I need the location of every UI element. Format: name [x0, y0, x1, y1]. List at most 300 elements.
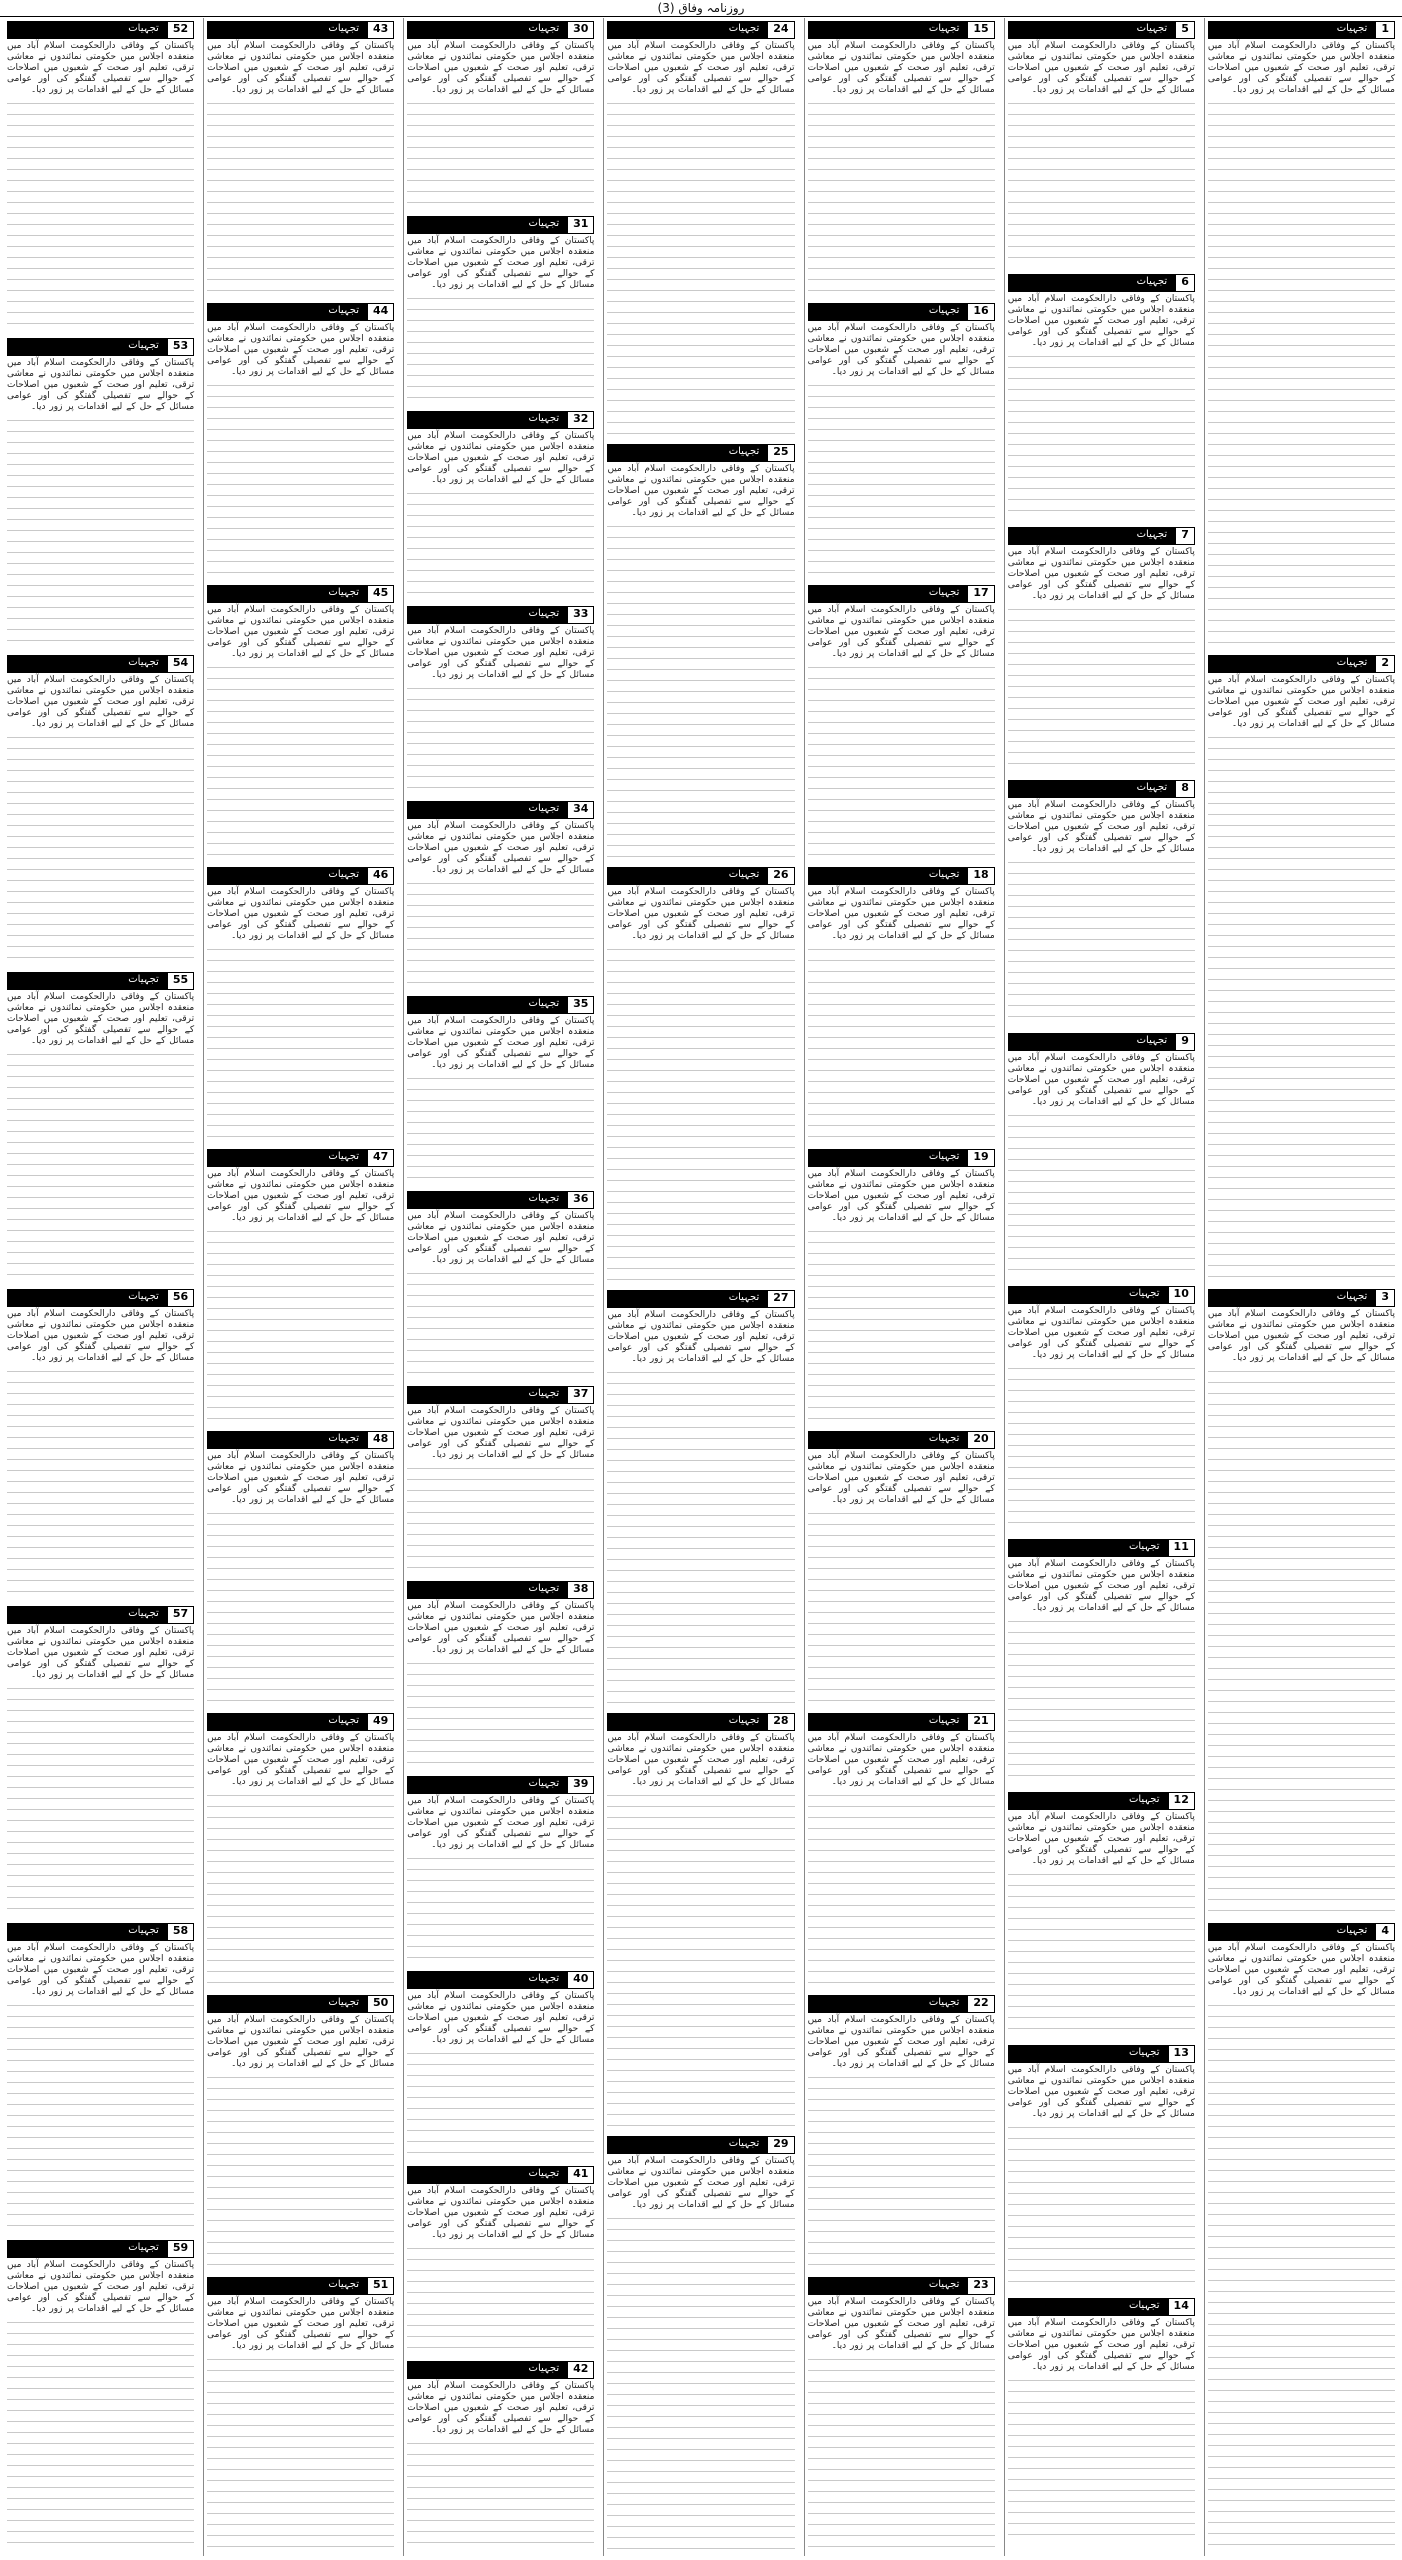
clipping-body: پاکستان کے وفاقی دارالحکومت اسلام آباد میں منعقدہ اجلاس میں حکومتی نمائندوں نے معاشی ترقی، تعلیم اور صحت کے شعبوں میں اصلاحات کے حوالے سے تفصیلی گفتگو کی اور عوامی مسائل کے حل کے لیے اقدامات پر زور دیا۔	[407, 1991, 595, 2045]
text-lines	[207, 96, 394, 294]
clipping-number: 29	[767, 2137, 793, 2153]
clipping-12	[1008, 1792, 1195, 2036]
text-lines	[1008, 602, 1195, 771]
text-lines	[407, 96, 594, 207]
clipping-tag: تجہیات	[1009, 2046, 1168, 2062]
text-lines	[808, 378, 995, 576]
clipping-body: پاکستان کے وفاقی دارالحکومت اسلام آباد میں منعقدہ اجلاس میں حکومتی نمائندوں نے معاشی ترقی، تعلیم اور صحت کے شعبوں میں اصلاحات کے حوالے سے تفصیلی گفتگو کی اور عوامی مسائل کے حل کے لیے اقدامات پر زور دیا۔	[1207, 675, 1395, 729]
clipping-14	[1008, 2298, 1195, 2542]
clipping-header	[1008, 1286, 1195, 1304]
clipping-tag: تجہیات	[1009, 2299, 1168, 2315]
clipping-34	[407, 801, 594, 987]
clipping-1	[1208, 21, 1395, 646]
clipping-3	[1208, 1289, 1395, 1914]
clipping-number: 6	[1175, 275, 1194, 291]
clipping-body: پاکستان کے وفاقی دارالحکومت اسلام آباد میں منعقدہ اجلاس میں حکومتی نمائندوں نے معاشی ترقی، تعلیم اور صحت کے شعبوں میں اصلاحات کے حوالے سے تفصیلی گفتگو کی اور عوامی مسائل کے حل کے لیے اقدامات پر زور دیا۔	[1207, 1309, 1395, 1363]
clipping-36	[407, 1191, 594, 1377]
clipping-header	[407, 21, 594, 39]
text-lines	[607, 96, 794, 435]
clipping-number: 5	[1175, 22, 1194, 38]
clipping-header	[808, 21, 995, 39]
clipping-body: پاکستان کے وفاقی دارالحکومت اسلام آباد میں منعقدہ اجلاس میں حکومتی نمائندوں نے معاشی ترقی، تعلیم اور صحت کے شعبوں میں اصلاحات کے حوالے سے تفصیلی گفتگو کی اور عوامی مسائل کے حل کے لیے اقدامات پر زور دیا۔	[807, 887, 995, 941]
clipping-tag: تجہیات	[8, 2241, 167, 2257]
text-lines	[1008, 96, 1195, 265]
clipping-header	[7, 338, 194, 356]
text-lines	[407, 1071, 594, 1182]
clipping-number: 8	[1175, 781, 1194, 797]
clipping-tag: تجہیات	[408, 217, 567, 233]
clipping-number: 19	[967, 1150, 993, 1166]
text-lines	[407, 486, 594, 597]
clipping-body: پاکستان کے وفاقی دارالحکومت اسلام آباد میں منعقدہ اجلاس میں حکومتی نمائندوں نے معاشی ترقی، تعلیم اور صحت کے شعبوں میں اصلاحات کے حوالے سے تفصیلی گفتگو کی اور عوامی مسائل کے حل کے لیے اقدامات پر زور دیا۔	[1007, 2318, 1195, 2372]
clipping-37	[407, 1386, 594, 1572]
clipping-header	[808, 585, 995, 603]
text-lines	[207, 1788, 394, 1986]
clipping-number: 23	[967, 2278, 993, 2294]
clipping-46	[207, 867, 394, 1140]
clipping-body: پاکستان کے وفاقی دارالحکومت اسلام آباد میں منعقدہ اجلاس میں حکومتی نمائندوں نے معاشی ترقی، تعلیم اور صحت کے شعبوں میں اصلاحات کے حوالے سے تفصیلی گفتگو کی اور عوامی مسائل کے حل کے لیے اقدامات پر زور دیا۔	[807, 2297, 995, 2351]
clipping-tag: تجہیات	[408, 802, 567, 818]
clipping-number: 27	[767, 1291, 793, 1307]
text-lines	[607, 1365, 794, 1704]
clipping-body: پاکستان کے وفاقی دارالحکومت اسلام آباد میں منعقدہ اجلاس میں حکومتی نمائندوں نے معاشی ترقی، تعلیم اور صحت کے شعبوں میں اصلاحات کے حوالے سے تفصیلی گفتگو کی اور عوامی مسائل کے حل کے لیے اقدامات پر زور دیا۔	[407, 1601, 595, 1655]
clipping-number: 12	[1168, 1793, 1194, 1809]
clipping-body: پاکستان کے وفاقی دارالحکومت اسلام آباد میں منعقدہ اجلاس میں حکومتی نمائندوں نے معاشی ترقی، تعلیم اور صحت کے شعبوں میں اصلاحات کے حوالے سے تفصیلی گفتگو کی اور عوامی مسائل کے حل کے لیے اقدامات پر زور دیا۔	[607, 1733, 795, 1787]
column-2	[1004, 18, 1198, 2556]
clipping-4	[1208, 1923, 1395, 2548]
clipping-30	[407, 21, 594, 207]
text-lines	[207, 660, 394, 858]
clipping-tag: تجہیات	[809, 1432, 968, 1448]
clipping-6	[1008, 274, 1195, 518]
clipping-56	[7, 1289, 194, 1597]
clipping-body: پاکستان کے وفاقی دارالحکومت اسلام آباد میں منعقدہ اجلاس میں حکومتی نمائندوں نے معاشی ترقی، تعلیم اور صحت کے شعبوں میں اصلاحات کے حوالے سے تفصیلی گفتگو کی اور عوامی مسائل کے حل کے لیے اقدامات پر زور دیا۔	[207, 1733, 395, 1787]
clipping-tag: تجہیات	[208, 1714, 367, 1730]
clipping-23	[808, 2277, 995, 2550]
clipping-body: پاکستان کے وفاقی دارالحکومت اسلام آباد میں منعقدہ اجلاس میں حکومتی نمائندوں نے معاشی ترقی، تعلیم اور صحت کے شعبوں میں اصلاحات کے حوالے سے تفصیلی گفتگو کی اور عوامی مسائل کے حل کے لیے اقدامات پر زور دیا۔	[1007, 547, 1195, 601]
clipping-57	[7, 1606, 194, 1914]
text-lines	[808, 1224, 995, 1422]
text-lines	[808, 96, 995, 294]
clipping-body: پاکستان کے وفاقی دارالحکومت اسلام آباد میں منعقدہ اجلاس میں حکومتی نمائندوں نے معاشی ترقی، تعلیم اور صحت کے شعبوں میں اصلاحات کے حوالے سے تفصیلی گفتگو کی اور عوامی مسائل کے حل کے لیے اقدامات پر زور دیا۔	[607, 464, 795, 518]
clipping-number: 34	[567, 802, 593, 818]
text-lines	[207, 2070, 394, 2268]
clipping-header	[1208, 655, 1395, 673]
clipping-tag: تجہیات	[1009, 22, 1175, 38]
clipping-55	[7, 972, 194, 1280]
clipping-41	[407, 2166, 594, 2352]
clipping-header	[207, 585, 394, 603]
clipping-body: پاکستان کے وفاقی دارالحکومت اسلام آباد میں منعقدہ اجلاس میں حکومتی نمائندوں نے معاشی ترقی، تعلیم اور صحت کے شعبوں میں اصلاحات کے حوالے سے تفصیلی گفتگو کی اور عوامی مسائل کے حل کے لیے اقدامات پر زور دیا۔	[207, 887, 395, 941]
clipping-tag: تجہیات	[809, 1150, 968, 1166]
clipping-number: 40	[567, 1972, 593, 1988]
clipping-9	[1008, 1033, 1195, 1277]
text-lines	[1208, 730, 1395, 1280]
clipping-header	[207, 867, 394, 885]
clipping-tag: تجہیات	[208, 586, 367, 602]
clipping-header	[7, 655, 194, 673]
text-lines	[808, 1506, 995, 1704]
clipping-header	[7, 1289, 194, 1307]
clipping-42	[407, 2361, 594, 2547]
clipping-body: پاکستان کے وفاقی دارالحکومت اسلام آباد میں منعقدہ اجلاس میں حکومتی نمائندوں نے معاشی ترقی، تعلیم اور صحت کے شعبوں میں اصلاحات کے حوالے سے تفصیلی گفتگو کی اور عوامی مسائل کے حل کے لیے اقدامات پر زور دیا۔	[7, 358, 195, 412]
text-lines	[407, 2436, 594, 2547]
clipping-header	[407, 996, 594, 1014]
clipping-tag: تجہیات	[408, 607, 567, 623]
clipping-header	[607, 21, 794, 39]
clipping-tag: تجہیات	[608, 2137, 767, 2153]
clipping-44	[207, 303, 394, 576]
text-lines	[7, 96, 194, 329]
clipping-body: پاکستان کے وفاقی دارالحکومت اسلام آباد میں منعقدہ اجلاس میں حکومتی نمائندوں نے معاشی ترقی، تعلیم اور صحت کے شعبوں میں اصلاحات کے حوالے سے تفصیلی گفتگو کی اور عوامی مسائل کے حل کے لیے اقدامات پر زور دیا۔	[207, 323, 395, 377]
clipping-49	[207, 1713, 394, 1986]
clipping-tag: تجہیات	[1209, 1924, 1375, 1940]
text-lines	[1008, 855, 1195, 1024]
clipping-header	[207, 21, 394, 39]
text-lines	[1208, 1364, 1395, 1914]
column-1	[1204, 18, 1398, 2556]
clipping-header	[7, 21, 194, 39]
clipping-body: پاکستان کے وفاقی دارالحکومت اسلام آباد میں منعقدہ اجلاس میں حکومتی نمائندوں نے معاشی ترقی، تعلیم اور صحت کے شعبوں میں اصلاحات کے حوالے سے تفصیلی گفتگو کی اور عوامی مسائل کے حل کے لیے اقدامات پر زور دیا۔	[407, 41, 595, 95]
clipping-tag: تجہیات	[408, 22, 567, 38]
clipping-29	[607, 2136, 794, 2550]
text-lines	[207, 1224, 394, 1422]
clipping-body: پاکستان کے وفاقی دارالحکومت اسلام آباد میں منعقدہ اجلاس میں حکومتی نمائندوں نے معاشی ترقی، تعلیم اور صحت کے شعبوں میں اصلاحات کے حوالے سے تفصیلی گفتگو کی اور عوامی مسائل کے حل کے لیے اقدامات پر زور دیا۔	[1007, 1812, 1195, 1866]
clipping-body: پاکستان کے وفاقی دارالحکومت اسلام آباد میں منعقدہ اجلاس میں حکومتی نمائندوں نے معاشی ترقی، تعلیم اور صحت کے شعبوں میں اصلاحات کے حوالے سے تفصیلی گفتگو کی اور عوامی مسائل کے حل کے لیے اقدامات پر زور دیا۔	[1007, 1053, 1195, 1107]
text-lines	[7, 1998, 194, 2231]
clipping-tag: تجہیات	[208, 1432, 367, 1448]
clipping-18	[808, 867, 995, 1140]
clipping-header	[407, 2361, 594, 2379]
clipping-tag: تجہیات	[1009, 1287, 1168, 1303]
clipping-7	[1008, 527, 1195, 771]
clipping-tag: تجہیات	[809, 304, 968, 320]
clipping-body: پاکستان کے وفاقی دارالحکومت اسلام آباد میں منعقدہ اجلاس میں حکومتی نمائندوں نے معاشی ترقی، تعلیم اور صحت کے شعبوں میں اصلاحات کے حوالے سے تفصیلی گفتگو کی اور عوامی مسائل کے حل کے لیے اقدامات پر زور دیا۔	[807, 41, 995, 95]
clipping-body: پاکستان کے وفاقی دارالحکومت اسلام آباد میں منعقدہ اجلاس میں حکومتی نمائندوں نے معاشی ترقی، تعلیم اور صحت کے شعبوں میں اصلاحات کے حوالے سے تفصیلی گفتگو کی اور عوامی مسائل کے حل کے لیے اقدامات پر زور دیا۔	[7, 1626, 195, 1680]
text-lines	[1008, 2120, 1195, 2289]
clipping-number: 49	[367, 1714, 393, 1730]
clipping-body: پاکستان کے وفاقی دارالحکومت اسلام آباد میں منعقدہ اجلاس میں حکومتی نمائندوں نے معاشی ترقی، تعلیم اور صحت کے شعبوں میں اصلاحات کے حوالے سے تفصیلی گفتگو کی اور عوامی مسائل کے حل کے لیے اقدامات پر زور دیا۔	[207, 2015, 395, 2069]
clipping-tag: تجہیات	[608, 22, 767, 38]
clipping-11	[1008, 1539, 1195, 1783]
clipping-number: 53	[167, 339, 193, 355]
clipping-number: 44	[367, 304, 393, 320]
clipping-header	[808, 1995, 995, 2013]
clipping-24	[607, 21, 794, 435]
clipping-header	[607, 867, 794, 885]
clipping-number: 48	[367, 1432, 393, 1448]
clipping-number: 1	[1375, 22, 1394, 38]
clipping-number: 22	[967, 1996, 993, 2012]
clipping-tag: تجہیات	[809, 586, 968, 602]
clipping-number: 13	[1168, 2046, 1194, 2062]
clipping-22	[808, 1995, 995, 2268]
clipping-header	[7, 1923, 194, 1941]
clipping-35	[407, 996, 594, 1182]
clipping-body: پاکستان کے وفاقی دارالحکومت اسلام آباد میں منعقدہ اجلاس میں حکومتی نمائندوں نے معاشی ترقی، تعلیم اور صحت کے شعبوں میں اصلاحات کے حوالے سے تفصیلی گفتگو کی اور عوامی مسائل کے حل کے لیے اقدامات پر زور دیا۔	[1207, 1943, 1395, 1997]
text-lines	[607, 2211, 794, 2550]
clipping-number: 24	[767, 22, 793, 38]
clipping-5	[1008, 21, 1195, 265]
clipping-body: پاکستان کے وفاقی دارالحکومت اسلام آباد میں منعقدہ اجلاس میں حکومتی نمائندوں نے معاشی ترقی، تعلیم اور صحت کے شعبوں میں اصلاحات کے حوالے سے تفصیلی گفتگو کی اور عوامی مسائل کے حل کے لیے اقدامات پر زور دیا۔	[7, 1943, 195, 1997]
clipping-body: پاکستان کے وفاقی دارالحکومت اسلام آباد میں منعقدہ اجلاس میں حکومتی نمائندوں نے معاشی ترقی، تعلیم اور صحت کے شعبوں میں اصلاحات کے حوالے سے تفصیلی گفتگو کی اور عوامی مسائل کے حل کے لیے اقدامات پر زور دیا۔	[807, 605, 995, 659]
clipping-number: 14	[1168, 2299, 1194, 2315]
clipping-tag: تجہیات	[1009, 1540, 1168, 1556]
clipping-header	[607, 2136, 794, 2154]
text-lines	[7, 730, 194, 963]
clipping-header	[407, 216, 594, 234]
clipping-tag: تجہیات	[408, 1777, 567, 1793]
clipping-body: پاکستان کے وفاقی دارالحکومت اسلام آباد میں منعقدہ اجلاس میں حکومتی نمائندوں نے معاشی ترقی، تعلیم اور صحت کے شعبوں میں اصلاحات کے حوالے سے تفصیلی گفتگو کی اور عوامی مسائل کے حل کے لیے اقدامات پر زور دیا۔	[807, 1733, 995, 1787]
clipping-body: پاکستان کے وفاقی دارالحکومت اسلام آباد میں منعقدہ اجلاس میں حکومتی نمائندوں نے معاشی ترقی، تعلیم اور صحت کے شعبوں میں اصلاحات کے حوالے سے تفصیلی گفتگو کی اور عوامی مسائل کے حل کے لیے اقدامات پر زور دیا۔	[607, 41, 795, 95]
clipping-body: پاکستان کے وفاقی دارالحکومت اسلام آباد میں منعقدہ اجلاس میں حکومتی نمائندوں نے معاشی ترقی، تعلیم اور صحت کے شعبوں میں اصلاحات کے حوالے سے تفصیلی گفتگو کی اور عوامی مسائل کے حل کے لیے اقدامات پر زور دیا۔	[207, 2297, 395, 2351]
clipping-58	[7, 1923, 194, 2231]
clipping-body: پاکستان کے وفاقی دارالحکومت اسلام آباد میں منعقدہ اجلاس میں حکومتی نمائندوں نے معاشی ترقی، تعلیم اور صحت کے شعبوں میں اصلاحات کے حوالے سے تفصیلی گفتگو کی اور عوامی مسائل کے حل کے لیے اقدامات پر زور دیا۔	[207, 41, 395, 95]
clipping-body: پاکستان کے وفاقی دارالحکومت اسلام آباد میں منعقدہ اجلاس میں حکومتی نمائندوں نے معاشی ترقی، تعلیم اور صحت کے شعبوں میں اصلاحات کے حوالے سے تفصیلی گفتگو کی اور عوامی مسائل کے حل کے لیے اقدامات پر زور دیا۔	[207, 605, 395, 659]
text-lines	[808, 2352, 995, 2550]
clipping-header	[207, 2277, 394, 2295]
clipping-tag: تجہیات	[1209, 1290, 1375, 1306]
text-lines	[1008, 1108, 1195, 1277]
clipping-header	[407, 1776, 594, 1794]
clipping-body: پاکستان کے وفاقی دارالحکومت اسلام آباد میں منعقدہ اجلاس میں حکومتی نمائندوں نے معاشی ترقی، تعلیم اور صحت کے شعبوں میں اصلاحات کے حوالے سے تفصیلی گفتگو کی اور عوامی مسائل کے حل کے لیے اقدامات پر زور دیا۔	[607, 2156, 795, 2210]
clipping-number: 16	[967, 304, 993, 320]
clipping-13	[1008, 2045, 1195, 2289]
text-lines	[1008, 1867, 1195, 2036]
clipping-body: پاکستان کے وفاقی دارالحکومت اسلام آباد میں منعقدہ اجلاس میں حکومتی نمائندوں نے معاشی ترقی، تعلیم اور صحت کے شعبوں میں اصلاحات کے حوالے سے تفصیلی گفتگو کی اور عوامی مسائل کے حل کے لیے اقدامات پر زور دیا۔	[407, 236, 595, 290]
clipping-header	[407, 801, 594, 819]
text-lines	[407, 2241, 594, 2352]
clipping-body: پاکستان کے وفاقی دارالحکومت اسلام آباد میں منعقدہ اجلاس میں حکومتی نمائندوں نے معاشی ترقی، تعلیم اور صحت کے شعبوں میں اصلاحات کے حوالے سے تفصیلی گفتگو کی اور عوامی مسائل کے حل کے لیے اقدامات پر زور دیا۔	[1007, 41, 1195, 95]
text-lines	[1008, 1361, 1195, 1530]
clipping-body: پاکستان کے وفاقی دارالحکومت اسلام آباد میں منعقدہ اجلاس میں حکومتی نمائندوں نے معاشی ترقی، تعلیم اور صحت کے شعبوں میں اصلاحات کے حوالے سے تفصیلی گفتگو کی اور عوامی مسائل کے حل کے لیے اقدامات پر زور دیا۔	[1207, 41, 1395, 95]
text-lines	[407, 681, 594, 792]
clipping-tag: تجہیات	[608, 1291, 767, 1307]
clipping-header	[1008, 2045, 1195, 2063]
clipping-body: پاکستان کے وفاقی دارالحکومت اسلام آباد میں منعقدہ اجلاس میں حکومتی نمائندوں نے معاشی ترقی، تعلیم اور صحت کے شعبوں میں اصلاحات کے حوالے سے تفصیلی گفتگو کی اور عوامی مسائل کے حل کے لیے اقدامات پر زور دیا۔	[1007, 294, 1195, 348]
clipping-27	[607, 1290, 794, 1704]
clipping-number: 39	[567, 1777, 593, 1793]
clipping-number: 33	[567, 607, 593, 623]
clipping-body: پاکستان کے وفاقی دارالحکومت اسلام آباد میں منعقدہ اجلاس میں حکومتی نمائندوں نے معاشی ترقی، تعلیم اور صحت کے شعبوں میں اصلاحات کے حوالے سے تفصیلی گفتگو کی اور عوامی مسائل کے حل کے لیے اقدامات پر زور دیا۔	[807, 323, 995, 377]
clipping-number: 38	[567, 1582, 593, 1598]
clipping-header	[808, 1431, 995, 1449]
clipping-tag: تجہیات	[408, 997, 567, 1013]
clipping-number: 46	[367, 868, 393, 884]
clipping-header	[1208, 1289, 1395, 1307]
text-lines	[207, 2352, 394, 2550]
clipping-body: پاکستان کے وفاقی دارالحکومت اسلام آباد میں منعقدہ اجلاس میں حکومتی نمائندوں نے معاشی ترقی، تعلیم اور صحت کے شعبوں میں اصلاحات کے حوالے سے تفصیلی گفتگو کی اور عوامی مسائل کے حل کے لیے اقدامات پر زور دیا۔	[407, 626, 595, 680]
clipping-number: 9	[1175, 1034, 1194, 1050]
text-lines	[808, 2070, 995, 2268]
masthead: روزنامہ وفاق (3)	[0, 0, 1402, 17]
newspaper-page	[4, 18, 1398, 2556]
clipping-number: 43	[367, 22, 393, 38]
clipping-header	[207, 303, 394, 321]
clipping-header	[1008, 780, 1195, 798]
clipping-body: پاکستان کے وفاقی دارالحکومت اسلام آباد میں منعقدہ اجلاس میں حکومتی نمائندوں نے معاشی ترقی، تعلیم اور صحت کے شعبوں میں اصلاحات کے حوالے سے تفصیلی گفتگو کی اور عوامی مسائل کے حل کے لیے اقدامات پر زور دیا۔	[1007, 800, 1195, 854]
text-lines	[7, 1047, 194, 1280]
clipping-number: 47	[367, 1150, 393, 1166]
clipping-number: 58	[167, 1924, 193, 1940]
clipping-body: پاکستان کے وفاقی دارالحکومت اسلام آباد میں منعقدہ اجلاس میں حکومتی نمائندوں نے معاشی ترقی، تعلیم اور صحت کے شعبوں میں اصلاحات کے حوالے سے تفصیلی گفتگو کی اور عوامی مسائل کے حل کے لیے اقدامات پر زور دیا۔	[1007, 2065, 1195, 2119]
text-lines	[808, 942, 995, 1140]
clipping-number: 21	[967, 1714, 993, 1730]
clipping-body: پاکستان کے وفاقی دارالحکومت اسلام آباد میں منعقدہ اجلاس میں حکومتی نمائندوں نے معاشی ترقی، تعلیم اور صحت کے شعبوں میں اصلاحات کے حوالے سے تفصیلی گفتگو کی اور عوامی مسائل کے حل کے لیے اقدامات پر زور دیا۔	[7, 1309, 195, 1363]
clipping-tag: تجہیات	[208, 1996, 367, 2012]
clipping-tag: تجہیات	[408, 1582, 567, 1598]
text-lines	[607, 1788, 794, 2127]
clipping-header	[207, 1431, 394, 1449]
clipping-39	[407, 1776, 594, 1962]
clipping-number: 7	[1175, 528, 1194, 544]
text-lines	[7, 413, 194, 646]
clipping-header	[207, 1995, 394, 2013]
clipping-26	[607, 867, 794, 1281]
clipping-tag: تجہیات	[8, 1290, 167, 1306]
clipping-number: 30	[567, 22, 593, 38]
column-5	[403, 18, 597, 2556]
clipping-header	[808, 1149, 995, 1167]
clipping-17	[808, 585, 995, 858]
text-lines	[7, 2315, 194, 2548]
clipping-tag: تجہیات	[809, 1996, 968, 2012]
clipping-tag: تجہیات	[8, 1607, 167, 1623]
clipping-header	[207, 1149, 394, 1167]
clipping-tag: تجہیات	[208, 22, 367, 38]
column-7	[4, 18, 197, 2556]
clipping-tag: تجہیات	[1009, 781, 1175, 797]
clipping-tag: تجہیات	[1009, 1793, 1168, 1809]
clipping-header	[607, 1713, 794, 1731]
clipping-number: 32	[567, 412, 593, 428]
clipping-header	[407, 1191, 594, 1209]
clipping-body: پاکستان کے وفاقی دارالحکومت اسلام آباد میں منعقدہ اجلاس میں حکومتی نمائندوں نے معاشی ترقی، تعلیم اور صحت کے شعبوں میں اصلاحات کے حوالے سے تفصیلی گفتگو کی اور عوامی مسائل کے حل کے لیے اقدامات پر زور دیا۔	[7, 675, 195, 729]
clipping-number: 18	[967, 868, 993, 884]
clipping-header	[407, 606, 594, 624]
clipping-header	[407, 1971, 594, 1989]
clipping-43	[207, 21, 394, 294]
text-lines	[407, 2046, 594, 2157]
clipping-header	[7, 1606, 194, 1624]
text-lines	[407, 1656, 594, 1767]
clipping-header	[808, 2277, 995, 2295]
text-lines	[607, 942, 794, 1281]
clipping-body: پاکستان کے وفاقی دارالحکومت اسلام آباد میں منعقدہ اجلاس میں حکومتی نمائندوں نے معاشی ترقی، تعلیم اور صحت کے شعبوں میں اصلاحات کے حوالے سے تفصیلی گفتگو کی اور عوامی مسائل کے حل کے لیے اقدامات پر زور دیا۔	[607, 1310, 795, 1364]
text-lines	[407, 291, 594, 402]
clipping-45	[207, 585, 394, 858]
clipping-header	[808, 303, 995, 321]
clipping-number: 55	[167, 973, 193, 989]
text-lines	[207, 378, 394, 576]
clipping-32	[407, 411, 594, 597]
clipping-number: 25	[767, 445, 793, 461]
clipping-number: 35	[567, 997, 593, 1013]
clipping-number: 11	[1168, 1540, 1194, 1556]
clipping-tag: تجہیات	[1209, 22, 1375, 38]
clipping-19	[808, 1149, 995, 1422]
clipping-number: 54	[167, 656, 193, 672]
text-lines	[808, 1788, 995, 1986]
clipping-53	[7, 338, 194, 646]
clipping-header	[808, 1713, 995, 1731]
clipping-tag: تجہیات	[208, 2278, 367, 2294]
clipping-body: پاکستان کے وفاقی دارالحکومت اسلام آباد میں منعقدہ اجلاس میں حکومتی نمائندوں نے معاشی ترقی، تعلیم اور صحت کے شعبوں میں اصلاحات کے حوالے سے تفصیلی گفتگو کی اور عوامی مسائل کے حل کے لیے اقدامات پر زور دیا۔	[207, 1451, 395, 1505]
clipping-body: پاکستان کے وفاقی دارالحکومت اسلام آباد میں منعقدہ اجلاس میں حکومتی نمائندوں نے معاشی ترقی، تعلیم اور صحت کے شعبوں میں اصلاحات کے حوالے سے تفصیلی گفتگو کی اور عوامی مسائل کے حل کے لیے اقدامات پر زور دیا۔	[407, 2186, 595, 2240]
clipping-tag: تجہیات	[8, 656, 167, 672]
clipping-tag: تجہیات	[8, 973, 167, 989]
clipping-tag: تجہیات	[608, 868, 767, 884]
column-6	[203, 18, 397, 2556]
text-lines	[407, 876, 594, 987]
clipping-tag: تجہیات	[208, 1150, 367, 1166]
clipping-number: 51	[367, 2278, 393, 2294]
text-lines	[407, 1851, 594, 1962]
clipping-tag: تجہیات	[1209, 656, 1375, 672]
clipping-header	[1008, 274, 1195, 292]
clipping-body: پاکستان کے وفاقی دارالحکومت اسلام آباد میں منعقدہ اجلاس میں حکومتی نمائندوں نے معاشی ترقی، تعلیم اور صحت کے شعبوں میں اصلاحات کے حوالے سے تفصیلی گفتگو کی اور عوامی مسائل کے حل کے لیے اقدامات پر زور دیا۔	[407, 1406, 595, 1460]
text-lines	[7, 1364, 194, 1597]
clipping-tag: تجہیات	[408, 1387, 567, 1403]
text-lines	[1208, 96, 1395, 646]
clipping-header	[407, 2166, 594, 2184]
clipping-47	[207, 1149, 394, 1422]
clipping-tag: تجہیات	[809, 868, 968, 884]
clipping-body: پاکستان کے وفاقی دارالحکومت اسلام آباد میں منعقدہ اجلاس میں حکومتی نمائندوں نے معاشی ترقی، تعلیم اور صحت کے شعبوں میں اصلاحات کے حوالے سے تفصیلی گفتگو کی اور عوامی مسائل کے حل کے لیے اقدامات پر زور دیا۔	[7, 41, 195, 95]
text-lines	[7, 1681, 194, 1914]
clipping-body: پاکستان کے وفاقی دارالحکومت اسلام آباد میں منعقدہ اجلاس میں حکومتی نمائندوں نے معاشی ترقی، تعلیم اور صحت کے شعبوں میں اصلاحات کے حوالے سے تفصیلی گفتگو کی اور عوامی مسائل کے حل کے لیے اقدامات پر زور دیا۔	[207, 1169, 395, 1223]
clipping-body: پاکستان کے وفاقی دارالحکومت اسلام آباد میں منعقدہ اجلاس میں حکومتی نمائندوں نے معاشی ترقی، تعلیم اور صحت کے شعبوں میں اصلاحات کے حوالے سے تفصیلی گفتگو کی اور عوامی مسائل کے حل کے لیے اقدامات پر زور دیا۔	[1007, 1559, 1195, 1613]
clipping-number: 31	[567, 217, 593, 233]
clipping-8	[1008, 780, 1195, 1024]
clipping-number: 26	[767, 868, 793, 884]
text-lines	[808, 660, 995, 858]
text-lines	[1008, 2373, 1195, 2542]
clipping-tag: تجہیات	[809, 22, 968, 38]
clipping-body: پاکستان کے وفاقی دارالحکومت اسلام آباد میں منعقدہ اجلاس میں حکومتی نمائندوں نے معاشی ترقی، تعلیم اور صحت کے شعبوں میں اصلاحات کے حوالے سے تفصیلی گفتگو کی اور عوامی مسائل کے حل کے لیے اقدامات پر زور دیا۔	[607, 887, 795, 941]
clipping-59	[7, 2240, 194, 2548]
clipping-tag: تجہیات	[1009, 528, 1175, 544]
clipping-tag: تجہیات	[8, 22, 167, 38]
clipping-number: 10	[1168, 1287, 1194, 1303]
clipping-number: 42	[567, 2362, 593, 2378]
clipping-body: پاکستان کے وفاقی دارالحکومت اسلام آباد میں منعقدہ اجلاس میں حکومتی نمائندوں نے معاشی ترقی، تعلیم اور صحت کے شعبوں میں اصلاحات کے حوالے سے تفصیلی گفتگو کی اور عوامی مسائل کے حل کے لیے اقدامات پر زور دیا۔	[807, 2015, 995, 2069]
clipping-2	[1208, 655, 1395, 1280]
clipping-header	[1208, 21, 1395, 39]
clipping-header	[407, 1581, 594, 1599]
text-lines	[1008, 1614, 1195, 1783]
clipping-54	[7, 655, 194, 963]
clipping-body: پاکستان کے وفاقی دارالحکومت اسلام آباد میں منعقدہ اجلاس میں حکومتی نمائندوں نے معاشی ترقی، تعلیم اور صحت کے شعبوں میں اصلاحات کے حوالے سے تفصیلی گفتگو کی اور عوامی مسائل کے حل کے لیے اقدامات پر زور دیا۔	[807, 1169, 995, 1223]
clipping-body: پاکستان کے وفاقی دارالحکومت اسلام آباد میں منعقدہ اجلاس میں حکومتی نمائندوں نے معاشی ترقی، تعلیم اور صحت کے شعبوں میں اصلاحات کے حوالے سے تفصیلی گفتگو کی اور عوامی مسائل کے حل کے لیے اقدامات پر زور دیا۔	[807, 1451, 995, 1505]
clipping-number: 17	[967, 586, 993, 602]
clipping-header	[1008, 2298, 1195, 2316]
clipping-number: 36	[567, 1192, 593, 1208]
clipping-number: 15	[967, 22, 993, 38]
clipping-header	[607, 1290, 794, 1308]
clipping-number: 2	[1375, 656, 1394, 672]
clipping-50	[207, 1995, 394, 2268]
clipping-body: پاکستان کے وفاقی دارالحکومت اسلام آباد میں منعقدہ اجلاس میں حکومتی نمائندوں نے معاشی ترقی، تعلیم اور صحت کے شعبوں میں اصلاحات کے حوالے سے تفصیلی گفتگو کی اور عوامی مسائل کے حل کے لیے اقدامات پر زور دیا۔	[407, 821, 595, 875]
clipping-body: پاکستان کے وفاقی دارالحکومت اسلام آباد میں منعقدہ اجلاس میں حکومتی نمائندوں نے معاشی ترقی، تعلیم اور صحت کے شعبوں میں اصلاحات کے حوالے سے تفصیلی گفتگو کی اور عوامی مسائل کے حل کے لیے اقدامات پر زور دیا۔	[407, 1016, 595, 1070]
clipping-header	[607, 444, 794, 462]
clipping-header	[1008, 527, 1195, 545]
text-lines	[207, 1506, 394, 1704]
clipping-header	[1008, 1539, 1195, 1557]
clipping-tag: تجہیات	[8, 339, 167, 355]
text-lines	[1008, 349, 1195, 518]
text-lines	[407, 1461, 594, 1572]
